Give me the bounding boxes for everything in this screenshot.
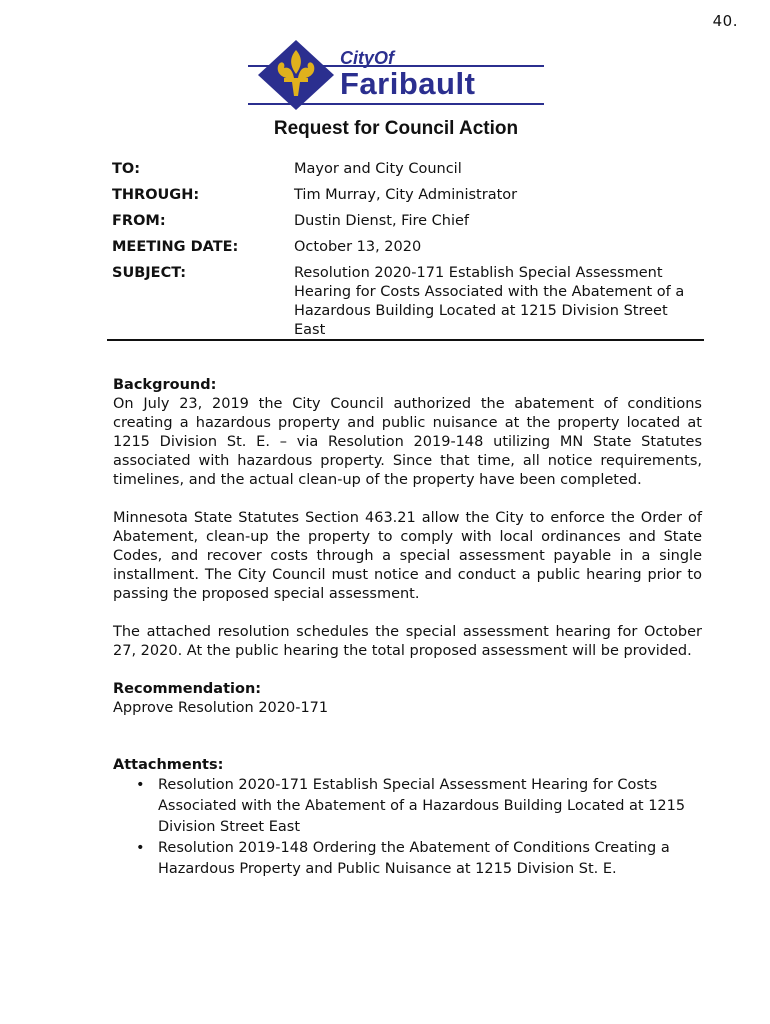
logo-name-text: Faribault <box>340 66 476 101</box>
memo-value: Tim Murray, City Administrator <box>294 187 518 203</box>
background-paragraph: The attached resolution schedules the special assessment hearing for October 27, 2020. At the public hearing the total proposed assessment will be provided. <box>113 624 702 659</box>
city-logo <box>246 38 546 110</box>
memo-value: Resolution 2020-171 Establish Special Assessment Hearing for Costs Associated with the Abatement of a Hazardous Building Located at 1215 Division Street East <box>294 265 685 338</box>
page-number: 40. <box>712 12 738 30</box>
memo-row-subject <box>112 264 704 340</box>
document-title: Request for Council Action <box>273 118 519 139</box>
header-divider <box>107 339 704 341</box>
memo-label: THROUGH: <box>112 187 200 203</box>
memo-label: TO: <box>112 161 141 177</box>
logo-city-text: CityOf <box>340 48 394 68</box>
document-body <box>113 376 702 880</box>
memo-value: Mayor and City Council <box>294 161 462 177</box>
list-item: • Resolution 2019-148 Ordering the Abatement of Conditions Creating a Hazardous Property and Public Nuisance at 1215 Division St. E. <box>158 838 702 880</box>
memo-value: Dustin Dienst, Fire Chief <box>294 213 470 229</box>
memo-value: October 13, 2020 <box>294 239 422 255</box>
list-item: • Resolution 2020-171 Establish Special Assessment Hearing for Costs Associated with the Abatement of a Hazardous Building Located at 1215 Division Street East <box>158 775 702 838</box>
memo-label: SUBJECT: <box>112 265 187 281</box>
memo-label: MEETING DATE: <box>112 239 239 255</box>
memo-label: FROM: <box>112 213 166 229</box>
memo-row-meeting-date <box>112 238 704 257</box>
memo-row-to <box>112 160 704 179</box>
memo-row-through <box>112 186 704 205</box>
background-paragraph: Minnesota State Statutes Section 463.21 allow the City to enforce the Order of Abatement, clean-up the property to comply with local ordinances and State Codes, and recover costs through a special assessment payable in a single installment. The City Council must notice and conduct a public hearing prior to passing the proposed special assessment. <box>113 510 702 602</box>
recommendation-text: Approve Resolution 2020-171 <box>113 700 329 716</box>
memo-header <box>112 160 704 347</box>
background-heading: Background: <box>113 377 217 393</box>
memo-row-from <box>112 212 704 231</box>
recommendation-heading: Recommendation: <box>113 681 262 697</box>
attachments-list <box>113 775 702 880</box>
background-paragraph: On July 23, 2019 the City Council authorized the abatement of conditions creating a hazardous property and public nuisance at the property located at 1215 Division St. E. – via Resolution 2019-148 utilizing MN State Statutes associated with hazardous property. Since that time, all notice requirements, timelines, and the actual clean-up of the property have been completed. <box>113 396 702 488</box>
attachments-heading: Attachments: <box>113 757 224 773</box>
